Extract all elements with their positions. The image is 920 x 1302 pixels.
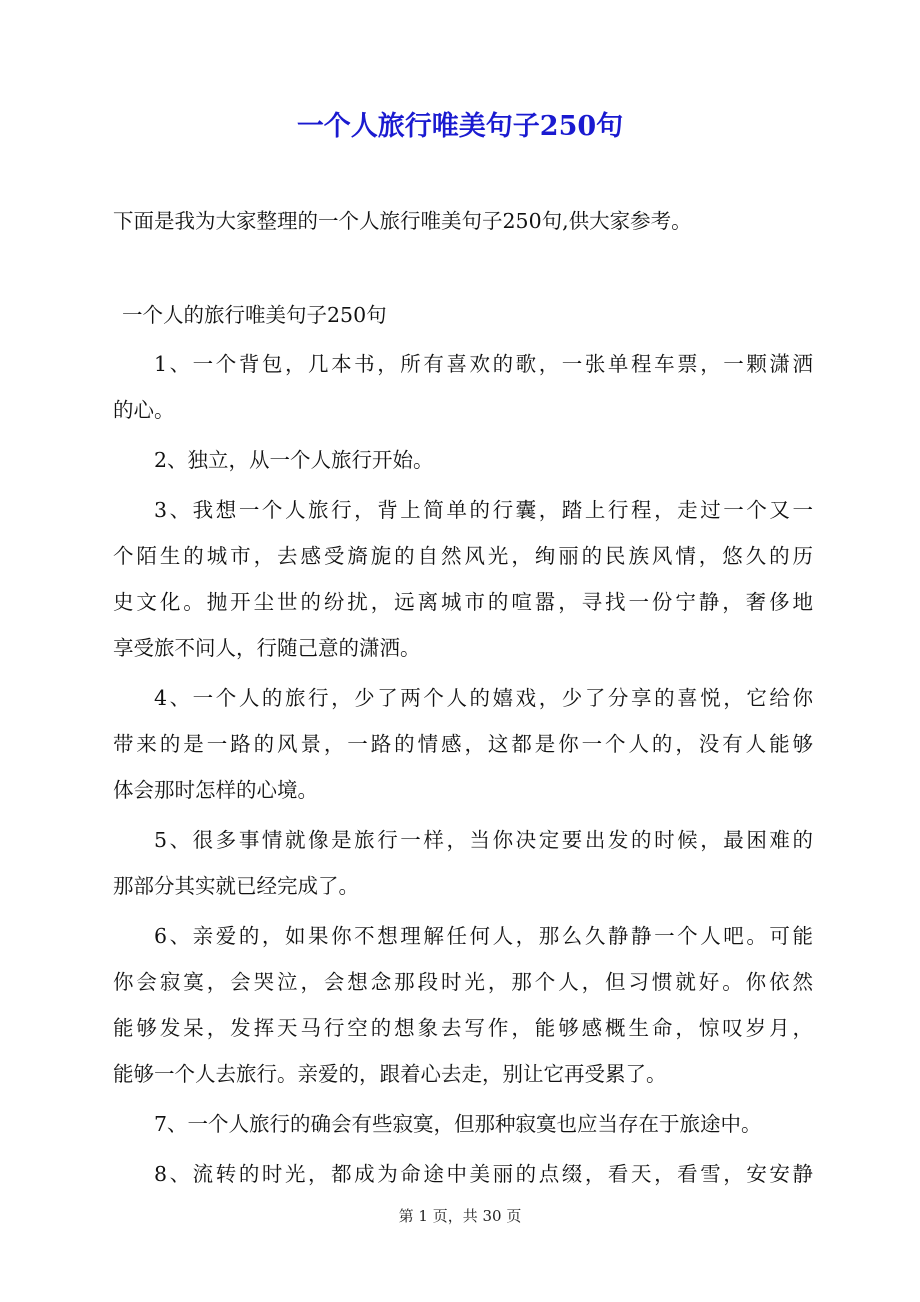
text-line: 的心。 <box>113 398 175 422</box>
text-line: 能够一个人去旅行。亲爱的，跟着心去走，别让它再受累了。 <box>113 1062 667 1086</box>
text-line: 个陌生的城市，去感受旖旎的自然风光，绚丽的民族风情，悠久的历 <box>113 544 813 568</box>
text-line: 5、很多事情就像是旅行一样，当你决定要出发的时候，最困难的 <box>154 828 813 852</box>
list-item <box>113 444 813 490</box>
text-line: 能够发呆，发挥天马行空的想象去写作，能够感概生命，惊叹岁月， <box>113 1016 813 1040</box>
text-line: 享受旅不问人，行随己意的潇洒。 <box>113 636 421 660</box>
text-line: 带来的是一路的风景，一路的情感，这都是你一个人的，没有人能够 <box>113 732 813 756</box>
list-item <box>113 824 813 916</box>
list-item <box>113 920 813 1104</box>
page-footer: 第 1 页，共 30 页 <box>398 1207 522 1225</box>
document-body <box>113 348 813 1208</box>
text-line: 你会寂寞，会哭泣，会想念那段时光，那个人，但习惯就好。你依然 <box>113 970 813 994</box>
text-line: 3、我想一个人旅行，背上简单的行囊，踏上行程，走过一个又一 <box>154 498 813 522</box>
text-line: 1、一个背包，几本书，所有喜欢的歌，一张单程车票，一颗潇洒 <box>154 352 813 376</box>
text-line: 4、一个人的旅行，少了两个人的嬉戏，少了分享的喜悦，它给你 <box>154 686 813 710</box>
list-item <box>113 494 813 678</box>
text-line: 7、一个人旅行的确会有些寂寞，但那种寂寞也应当存在于旅途中。 <box>154 1112 762 1136</box>
text-line: 2、独立，从一个人旅行开始。 <box>154 448 434 472</box>
text-line: 体会那时怎样的心境。 <box>113 778 318 802</box>
text-line: 8、流转的时光，都成为命途中美丽的点缀，看天，看雪，安安静 <box>154 1162 813 1186</box>
list-item <box>113 348 813 440</box>
list-item <box>113 1158 813 1204</box>
text-line: 那部分其实就已经完成了。 <box>113 874 359 898</box>
document-title: 一个人旅行唯美句子250句 <box>296 111 624 142</box>
text-line: 6、亲爱的，如果你不想理解任何人，那么久静静一个人吧。可能 <box>154 924 813 948</box>
section-heading: 一个人的旅行唯美句子250句 <box>122 303 387 327</box>
intro-paragraph: 下面是我为大家整理的一个人旅行唯美句子250句,供大家参考。 <box>113 209 692 233</box>
list-item <box>113 682 813 820</box>
list-item <box>113 1108 813 1154</box>
text-line: 史文化。抛开尘世的纷扰，远离城市的喧嚣，寻找一份宁静，奢侈地 <box>113 590 813 614</box>
